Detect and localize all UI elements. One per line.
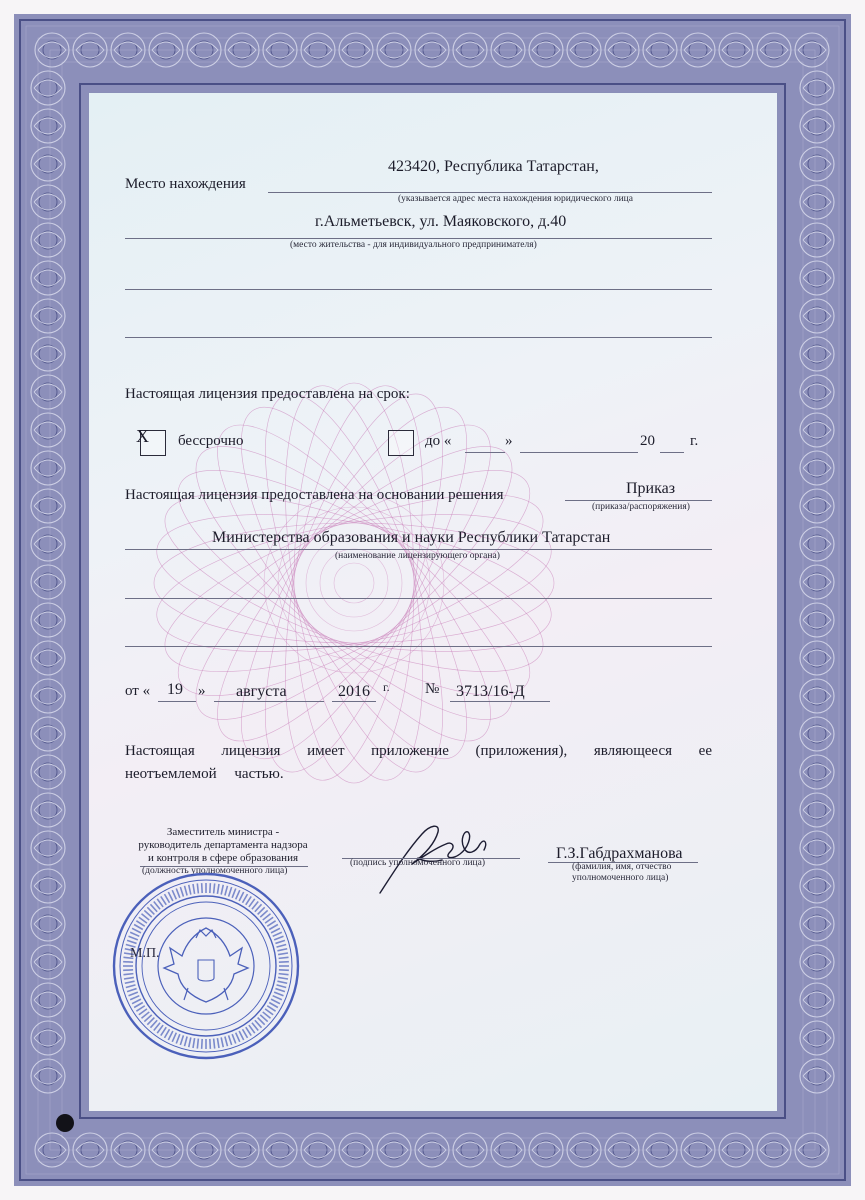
signer-position-line3: и контроля в сфере образования	[147, 852, 299, 864]
appendix-line1: Настоящая лицензия имеет приложение (приложения), являющееся ее	[125, 743, 712, 759]
order-number: 3713/16-Д	[456, 683, 525, 700]
until-checkbox[interactable]	[388, 430, 414, 456]
until-label: до «	[425, 433, 452, 449]
location-caption2: (место жительства - для индивидуального предпринимателя)	[290, 240, 537, 250]
position-caption: (должность уполномоченного лица)	[142, 866, 288, 876]
name-caption-line1: (фамилия, имя, отчество	[572, 862, 672, 872]
date-month: августа	[236, 683, 287, 700]
authority-name: Министерства образования и науки Республики Татарстан	[212, 529, 611, 546]
until-day-rule	[465, 452, 505, 453]
location-line2: г.Альметьевск, ул. Маяковского, д.40	[315, 213, 567, 230]
until-year-rule	[660, 452, 684, 453]
stamp-place: М.П.	[130, 946, 160, 961]
location-caption1: (указывается адрес места нахождения юридического лица	[398, 194, 633, 204]
order-number-rule	[450, 701, 550, 702]
date-day-rule	[158, 701, 196, 702]
location-line1: 423420, Республика Татарстан,	[388, 158, 599, 175]
until-year-prefix: 20	[640, 433, 655, 449]
decision-caption: (приказа/распоряжения)	[592, 502, 690, 512]
until-month-rule	[520, 452, 638, 453]
punch-hole	[56, 1114, 74, 1132]
authority-caption: (наименование лицензирующего органа)	[335, 551, 500, 561]
decision-type: Приказ	[626, 480, 676, 497]
name-caption-line2: уполномоченного лица)	[572, 873, 669, 883]
authority-rule	[125, 549, 712, 550]
authority-rule-3	[125, 646, 712, 647]
number-sign: №	[425, 681, 440, 697]
signer-position	[133, 826, 313, 865]
signer-name: Г.З.Габдрахманова	[556, 845, 683, 862]
date-month-rule	[214, 701, 324, 702]
date-day: 19	[167, 681, 183, 698]
until-year-suffix: г.	[690, 433, 699, 449]
date-quote-close: »	[198, 683, 206, 699]
appendix-line2: неотъемлемой частью.	[125, 766, 284, 782]
location-rule-4	[125, 337, 712, 338]
location-label: Место нахождения	[125, 176, 246, 192]
signer-position-line1: Заместитель министра -	[166, 826, 280, 838]
basis-label: Настоящая лицензия предоставлена на основании решения	[125, 487, 504, 503]
official-seal	[108, 868, 304, 1064]
until-quote-close: »	[505, 433, 513, 449]
authority-rule-2	[125, 598, 712, 599]
decision-rule	[565, 500, 712, 501]
term-label: Настоящая лицензия предоставлена на срок:	[125, 386, 410, 402]
date-year-suffix: г.	[383, 680, 390, 694]
date-year-rule	[332, 701, 376, 702]
indefinite-label: бессрочно	[178, 433, 244, 449]
indefinite-check-mark: X	[136, 426, 149, 446]
date-year: 2016	[338, 683, 370, 700]
date-from-label: от «	[125, 683, 151, 699]
signature-caption: (подпись уполномоченного лица)	[350, 858, 486, 868]
location-rule-3	[125, 289, 712, 290]
signer-position-line2: руководитель департамента надзора	[138, 839, 308, 851]
location-rule-1	[268, 192, 712, 193]
location-rule-2	[125, 238, 712, 239]
